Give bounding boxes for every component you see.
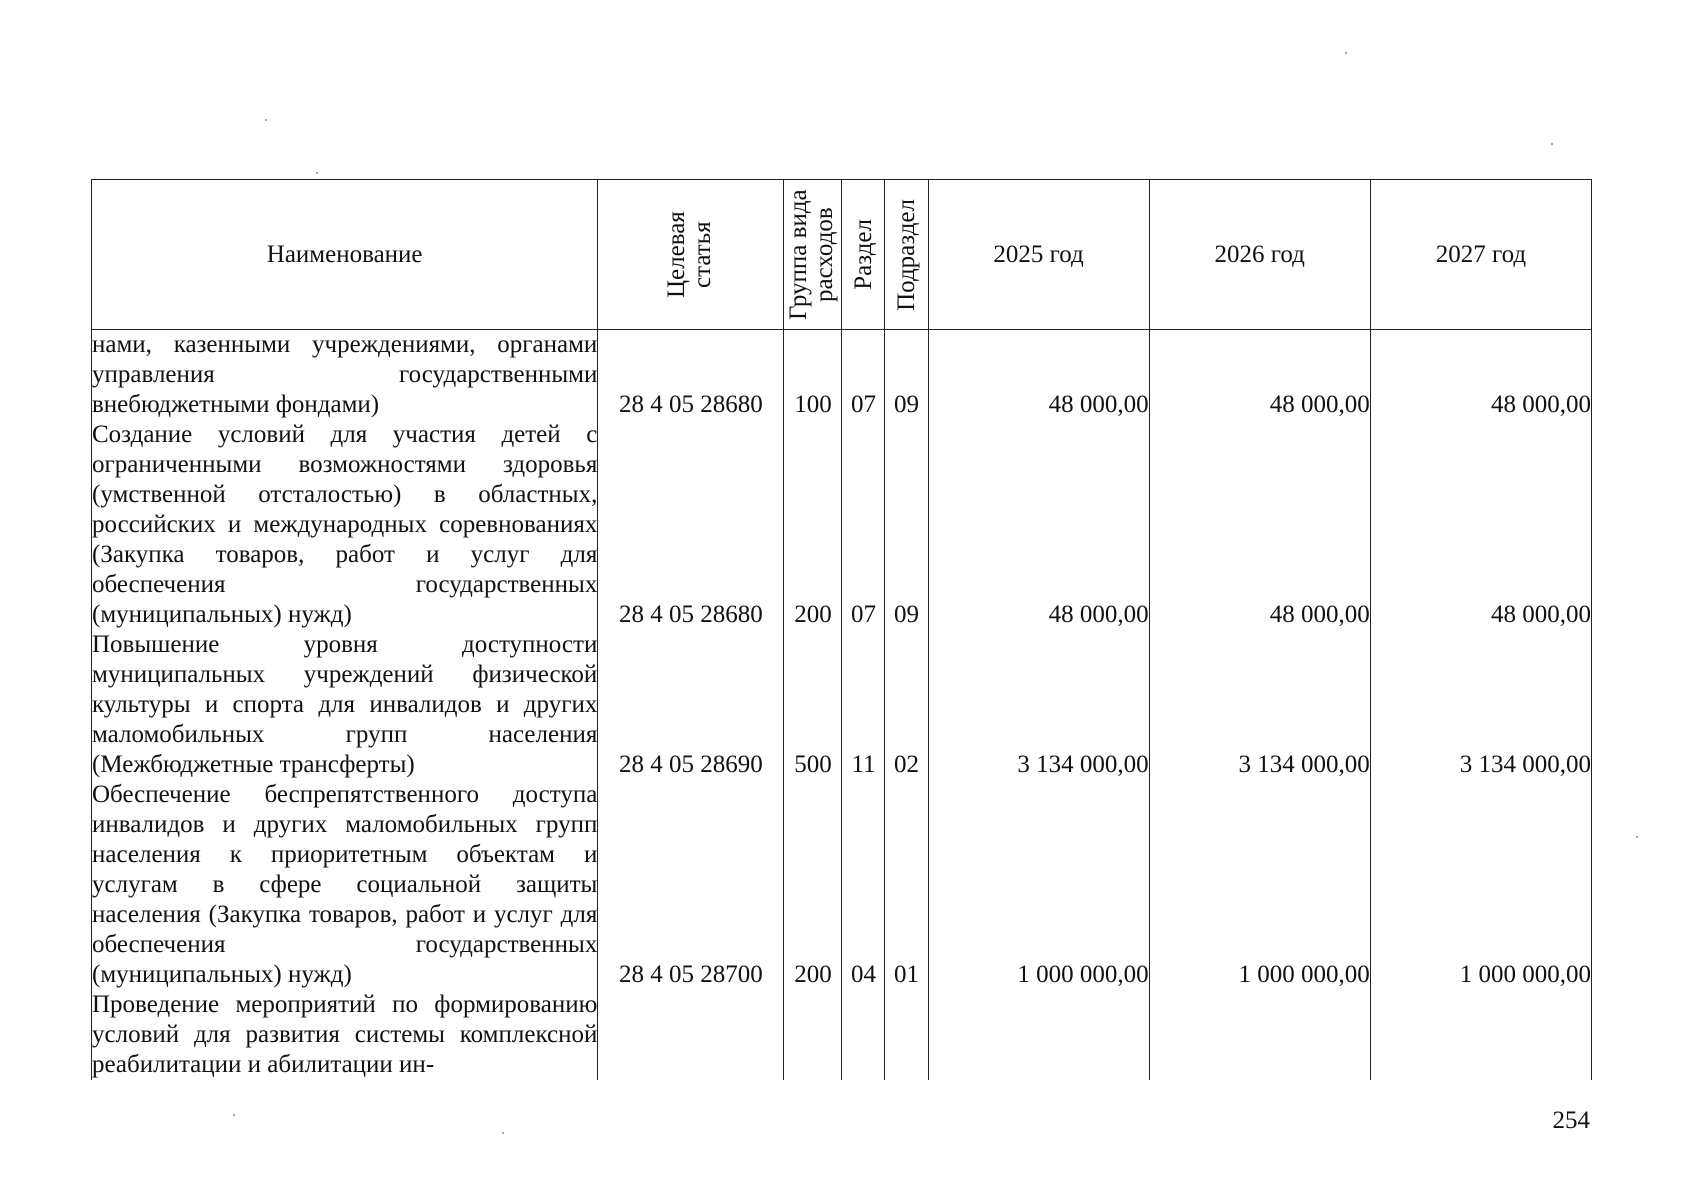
row-section: 07 (842, 420, 885, 630)
row-value-2026: 48 000,00 (1149, 330, 1370, 421)
row-value-2027: 3 134 000,00 (1370, 630, 1591, 780)
row-value-2026: 3 134 000,00 (1149, 630, 1370, 780)
header-year-2026: 2026 год (1149, 180, 1370, 330)
row-target-article: 28 4 05 28680 (598, 330, 784, 421)
scan-speck (1551, 143, 1553, 145)
row-name: Создание условий для участия детей с ограниченными возможностями здоровья (умственной отсталостью) в областных, российских и международных соревнованиях (Закупка товаров, работ и услуг для обеспечения государственных (муниципальных) нужд) (92, 421, 598, 628)
header-subsection: Подраздел (885, 180, 928, 330)
header-section: Раздел (842, 180, 885, 330)
header-name: Наименование (92, 180, 598, 330)
row-value-2026: 1 000 000,00 (1149, 780, 1370, 990)
row-value-2025 (928, 990, 1149, 1080)
row-value-2026: 48 000,00 (1149, 420, 1370, 630)
row-value-2027: 1 000 000,00 (1370, 780, 1591, 990)
header-target-article: Целевая статья (598, 180, 784, 330)
row-section: 07 (842, 330, 885, 421)
row-expense-group: 500 (784, 630, 842, 780)
row-name: Обеспечение беспрепятственного доступа инвалидов и других маломобильных групп населения к приоритетным объектам и услугам в сфере социальной защиты населения (Закупка товаров, работ и услуг для обеспечения государственных (муниципальных) нужд) (92, 781, 598, 988)
scan-speck (1636, 836, 1638, 838)
row-name: Повышение уровня доступности муниципальных учреждений физической культуры и спорта для инвалидов и других маломобильных групп населения (Межбюджетные трансферты) (92, 631, 598, 778)
budget-table (91, 179, 1592, 1080)
header-expense-group: Группа вида расходов (784, 180, 842, 330)
row-target-article: 28 4 05 28680 (598, 420, 784, 630)
row-subsection: 09 (885, 330, 928, 421)
row-section: 11 (842, 630, 885, 780)
row-value-2025: 48 000,00 (928, 420, 1149, 630)
row-expense-group: 100 (784, 330, 842, 421)
table-row (92, 990, 1592, 1080)
row-subsection: 01 (885, 780, 928, 990)
row-name: Проведение мероприятий по формированию условий для развития системы комплексной реабилитации и абилитации ин- (92, 991, 598, 1078)
scan-speck (502, 1132, 504, 1134)
row-expense-group (784, 990, 842, 1080)
row-subsection: 02 (885, 630, 928, 780)
table-row (92, 420, 1592, 630)
row-section: 04 (842, 780, 885, 990)
row-value-2027 (1370, 990, 1591, 1080)
row-name: нами, казенными учреждениями, органами управления государственными внебюджетными фондами) (92, 331, 598, 418)
header-year-2025: 2025 год (928, 180, 1149, 330)
row-expense-group: 200 (784, 420, 842, 630)
row-value-2027: 48 000,00 (1370, 420, 1591, 630)
row-subsection: 09 (885, 420, 928, 630)
row-target-article: 28 4 05 28690 (598, 630, 784, 780)
table-row (92, 780, 1592, 990)
scan-speck (233, 1114, 235, 1116)
row-value-2025: 1 000 000,00 (928, 780, 1149, 990)
table-row (92, 630, 1592, 780)
row-subsection (885, 990, 928, 1080)
table-header-row (92, 180, 1592, 330)
row-target-article: 28 4 05 28700 (598, 780, 784, 990)
row-value-2027: 48 000,00 (1370, 330, 1591, 421)
scan-speck (1345, 52, 1347, 54)
row-target-article (598, 990, 784, 1080)
header-year-2027: 2027 год (1370, 180, 1591, 330)
table-row (92, 330, 1592, 421)
page-number: 254 (1552, 1107, 1590, 1134)
row-section (842, 990, 885, 1080)
row-expense-group: 200 (784, 780, 842, 990)
budget-table-wrapper (91, 179, 1592, 1080)
row-value-2025: 3 134 000,00 (928, 630, 1149, 780)
row-value-2025: 48 000,00 (928, 330, 1149, 421)
scan-speck (316, 172, 318, 174)
scan-speck (265, 119, 267, 121)
row-value-2026 (1149, 990, 1370, 1080)
